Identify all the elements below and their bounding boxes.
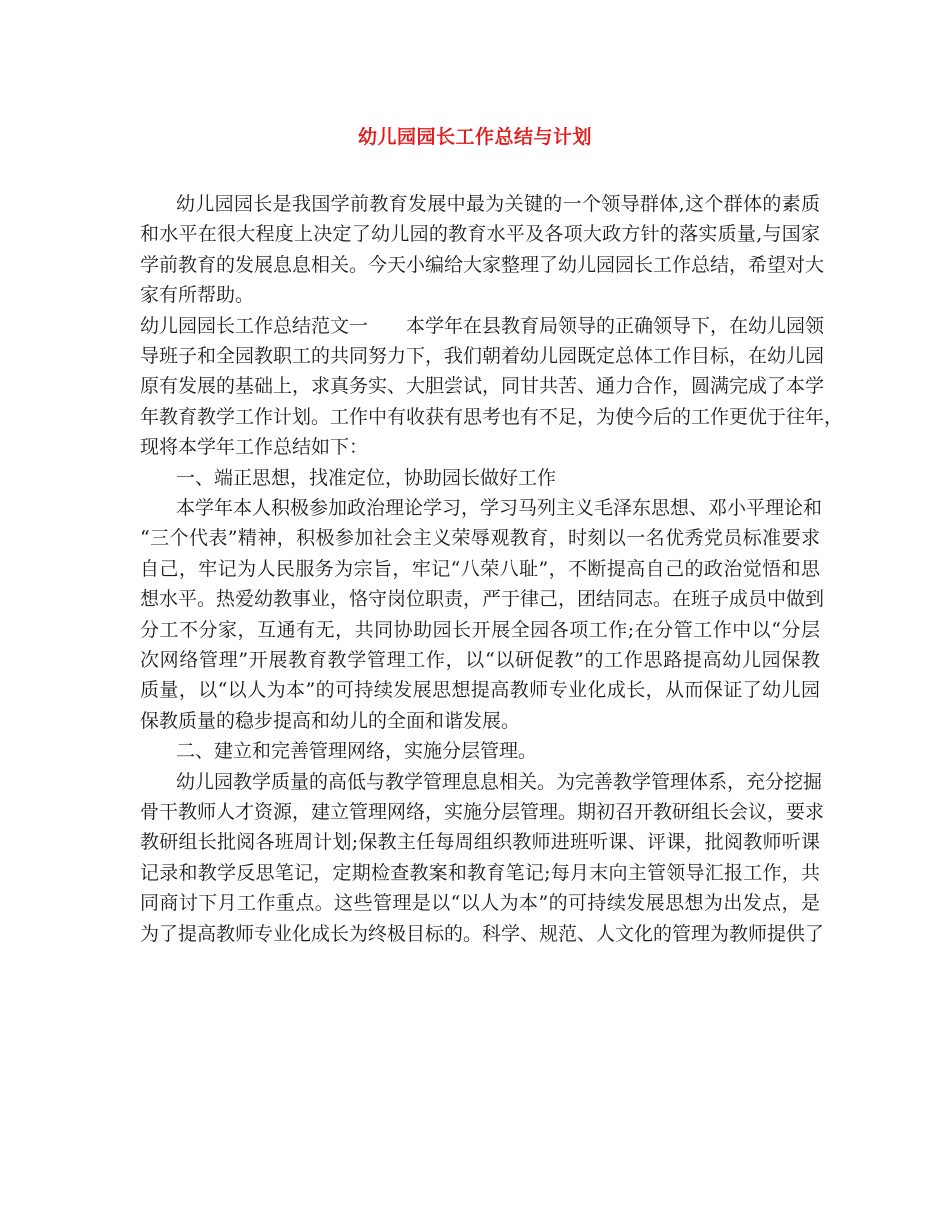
body-line: 质量，以“以人为本”的可持续发展思想提高教师专业化成长，从而保证了幼儿园 — [140, 679, 820, 701]
body-line: 幼儿园园长工作总结范文一 本学年在县教育局领导的正确领导下，在幼儿园领 — [140, 315, 825, 337]
body-line: 骨干教师人才资源，建立管理网络，实施分层管理。期初召开教研组长会议，要求 — [140, 801, 825, 823]
body-line: 教研组长批阅各班周计划;保教主任每周组织教师进班听课、评课，批阅教师听课 — [140, 831, 820, 853]
body-line: 学前教育的发展息息相关。今天小编给大家整理了幼儿园园长工作总结，希望对大 — [140, 254, 825, 276]
body-line: 和水平在很大程度上决定了幼儿园的教育水平及各项大政方针的落实质量,与国家 — [140, 223, 820, 245]
body-line: 家有所帮助。 — [140, 284, 255, 306]
body-line: “三个代表”精神，积极参加社会主义荣辱观教育，时刻以一名优秀党员标准要求 — [140, 527, 820, 549]
body-line: 原有发展的基础上，求真务实、大胆尝试，同甘共苦、通力合作，圆满完成了本学 — [140, 375, 825, 397]
body-line: 一、端正思想，找准定位，协助园长做好工作 — [176, 467, 557, 489]
body-line: 分工不分家，互通有无，共同协助园长开展全园各项工作;在分管工作中以“分层 — [140, 619, 820, 641]
body-line: 年教育教学工作计划。工作中有收获有思考也有不足，为使今后的工作更优于往年， — [140, 406, 844, 428]
body-line: 幼儿园教学质量的高低与教学管理息息相关。为完善教学管理体系，充分挖掘 — [176, 771, 823, 793]
body-line: 现将本学年工作总结如下： — [140, 436, 369, 458]
body-line: 次网络管理”开展教育教学管理工作，以“以研促教”的工作思路提高幼儿园保教 — [140, 649, 820, 671]
body-line: 自己，牢记为人民服务为宗旨，牢记“八荣八耻”，不断提高自己的政治觉悟和思 — [140, 558, 820, 580]
body-line: 幼儿园园长是我国学前教育发展中最为关键的一个领导群体,这个群体的素质 — [176, 193, 820, 215]
body-line: 记录和教学反思笔记，定期检查教案和教育笔记;每月末向主管领导汇报工作，共 — [140, 862, 820, 884]
body-line: 同商讨下月工作重点。这些管理是以“以人为本”的可持续发展思想为出发点，是 — [140, 892, 820, 914]
document-title: 幼儿园园长工作总结与计划 — [357, 126, 592, 148]
body-line: 导班子和全园教职工的共同努力下，我们朝着幼儿园既定总体工作目标，在幼儿园 — [140, 345, 825, 367]
body-line: 想水平。热爱幼教事业，恪守岗位职责，严于律己，团结同志。在班子成员中做到 — [140, 588, 825, 610]
body-line: 为了提高教师专业化成长为终极目标的。科学、规范、人文化的管理为教师提供了 — [140, 923, 825, 945]
body-line: 二、建立和完善管理网络，实施分层管理。 — [176, 740, 538, 762]
body-line: 保教质量的稳步提高和幼儿的全面和谐发展。 — [140, 710, 521, 732]
body-line: 本学年本人积极参加政治理论学习，学习马列主义毛泽东思想、邓小平理论和 — [176, 497, 823, 519]
